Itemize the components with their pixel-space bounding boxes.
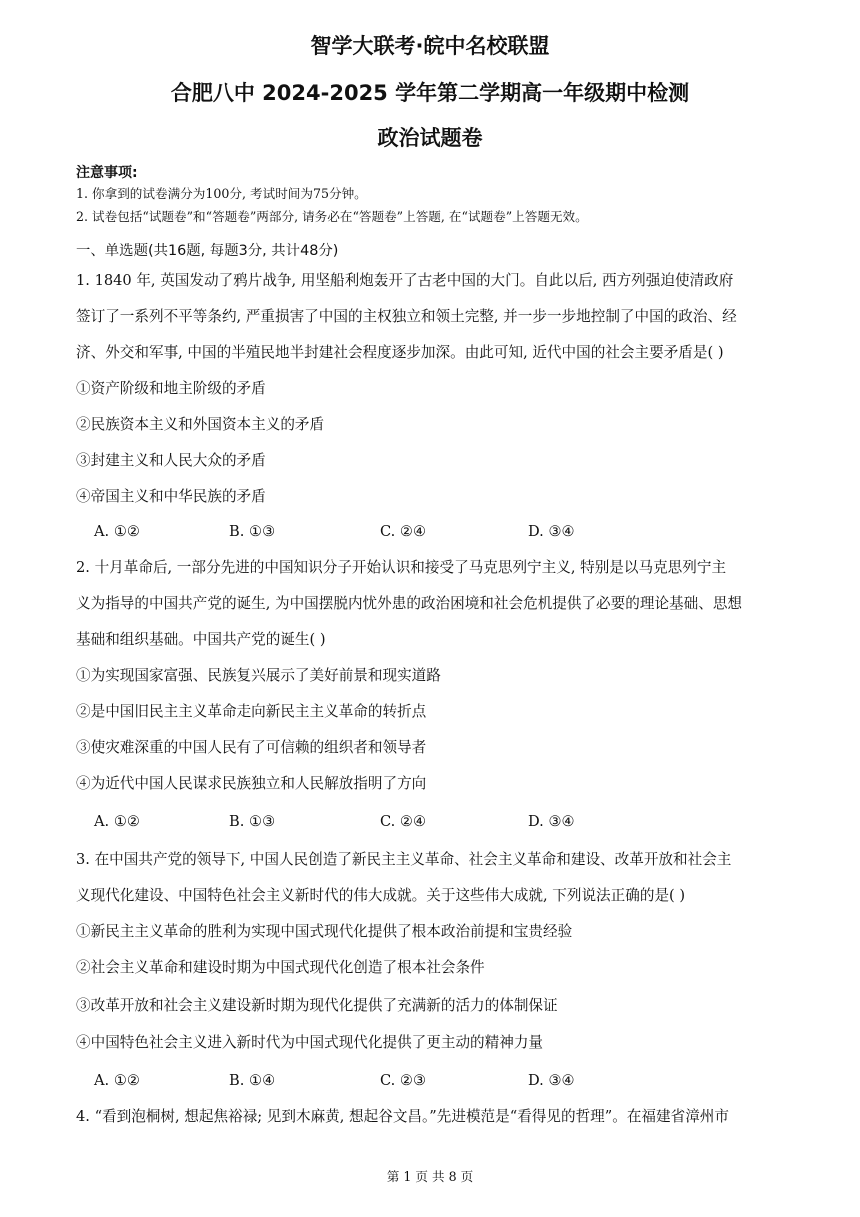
page-number: 第 1 页 共 8 页 [386,1169,474,1184]
question-option: ④帝国主义和中华民族的矛盾 [76,488,266,505]
question-stem-line: 义现代化建设、中国特色社会主义新时代的伟大成就。关于这些伟大成就, 下列说法正确的是( ) [76,887,686,904]
question-stem-line: 2. 十月革命后, 一部分先进的中国知识分子开始认识和接受了马克思列宁主义, 特别是以马克思列宁主 [76,559,727,576]
choice-c: C. ②④ [380,813,427,830]
question-stem-line: 签订了一系列不平等条约, 严重损害了中国的主权独立和领土完整, 并一步一步地控制了中国的政治、经 [76,308,737,325]
question-option: ②社会主义革命和建设时期为中国式现代化创造了根本社会条件 [76,959,485,976]
question-option: ②民族资本主义和外国资本主义的矛盾 [76,416,325,433]
notice-item: 2. 试卷包括“试题卷”和“答题卷”两部分, 请务必在“答题卷”上答题, 在“试题卷”上答题无效。 [76,209,588,224]
choice-b: B. ①③ [229,813,276,830]
notice-heading: 注意事项: [76,165,138,181]
question-option: ③封建主义和人民大众的矛盾 [76,452,266,469]
choice-a: A. ①② [94,523,140,540]
choice-b: B. ①④ [229,1072,276,1089]
question-option: ④中国特色社会主义进入新时代为中国式现代化提供了更主动的精神力量 [76,1034,544,1051]
choice-b: B. ①③ [229,523,276,540]
question-option: ③使灾难深重的中国人民有了可信赖的组织者和领导者 [76,739,427,756]
question-option: ③改革开放和社会主义建设新时期为现代化提供了充满新的活力的体制保证 [76,997,558,1014]
question-option: ①新民主主义革命的胜利为实现中国式现代化提供了根本政治前提和宝贵经验 [76,923,573,940]
question-option: ①资产阶级和地主阶级的矛盾 [76,380,266,397]
choice-d: D. ③④ [528,813,575,830]
notice-item: 1. 你拿到的试卷满分为100分, 考试时间为75分钟。 [76,186,367,201]
question-stem-line: 1. 1840 年, 英国发动了鸦片战争, 用坚船利炮轰开了古老中国的大门。自此以后, 西方列强迫使清政府 [76,272,734,289]
question-stem-line: 3. 在中国共产党的领导下, 中国人民创造了新民主主义革命、社会主义革命和建设、改革开放和社会主 [76,851,732,868]
question-option: ②是中国旧民主主义革命走向新民主主义革命的转折点 [76,703,427,720]
exam-alliance-title: 智学大联考·皖中名校联盟 [310,34,550,58]
choice-a: A. ①② [94,1072,140,1089]
choice-d: D. ③④ [528,1072,575,1089]
question-stem-line: 义为指导的中国共产党的诞生, 为中国摆脱内忧外患的政治困境和社会危机提供了必要的理论基础、思想 [76,595,743,612]
section-title: 一、单选题(共16题, 每题3分, 共计48分) [76,243,339,259]
exam-school-title: 合肥八中 2024-2025 学年第二学期高一年级期中检测 [170,81,690,105]
choice-c: C. ②④ [380,523,427,540]
exam-subject-title: 政治试题卷 [377,126,483,150]
question-stem-line: 4. “看到泡桐树, 想起焦裕禄; 见到木麻黄, 想起谷文昌。”先进模范是“看得见的哲理”。在福建省漳州市 [76,1108,729,1125]
choice-d: D. ③④ [528,523,575,540]
choice-c: C. ②③ [380,1072,427,1089]
question-option: ①为实现国家富强、民族复兴展示了美好前景和现实道路 [76,667,441,684]
question-option: ④为近代中国人民谋求民族独立和人民解放指明了方向 [76,775,427,792]
question-stem-line: 基础和组织基础。中国共产党的诞生( ) [76,631,326,648]
question-stem-line: 济、外交和军事, 中国的半殖民地半封建社会程度逐步加深。由此可知, 近代中国的社会主要矛盾是( ) [76,344,724,361]
choice-a: A. ①② [94,813,140,830]
